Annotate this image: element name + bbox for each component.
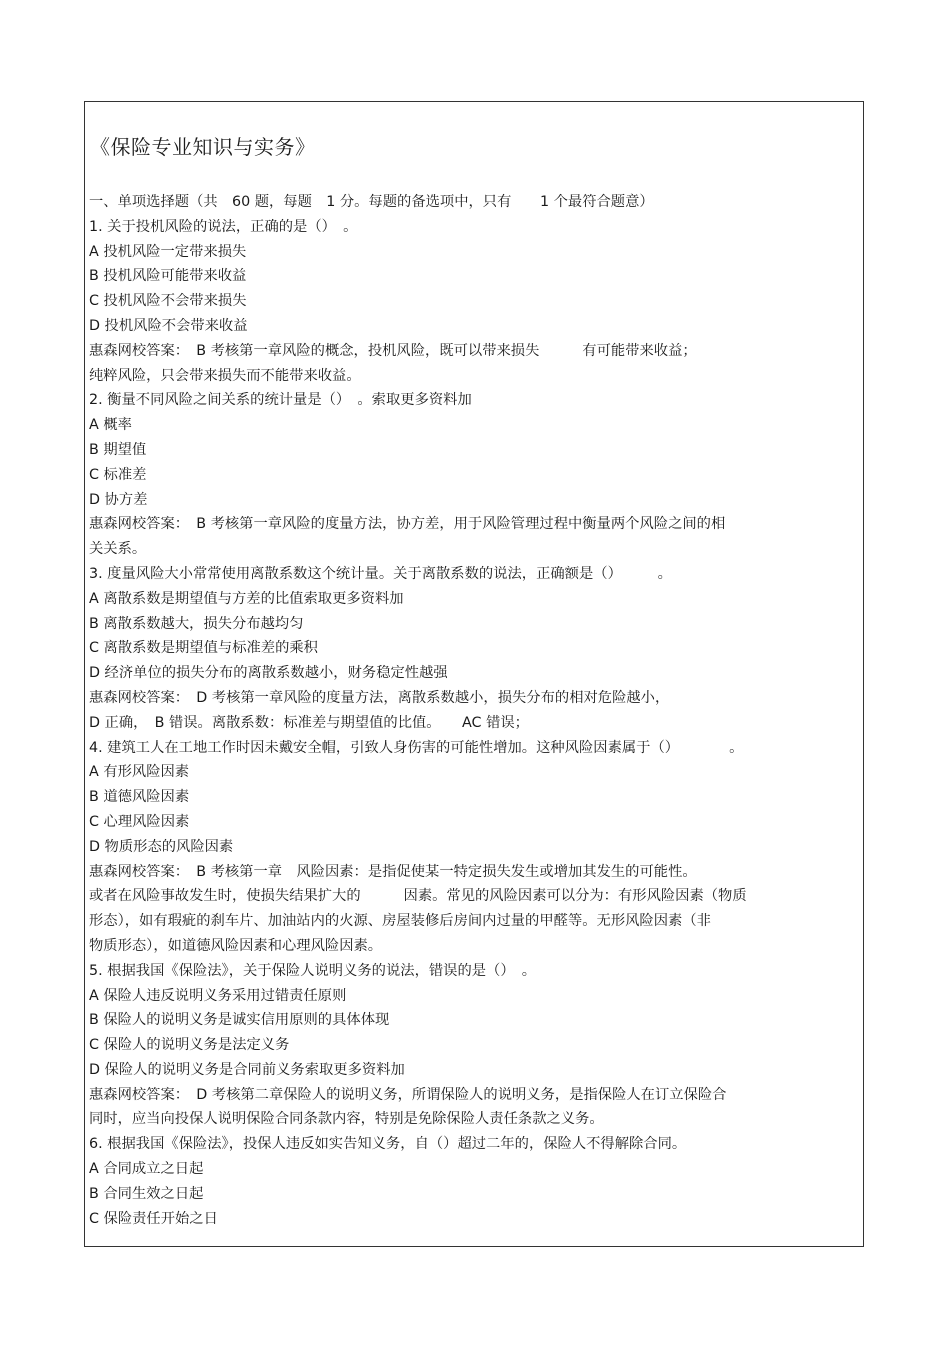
text-line: A 合同成立之日起 (89, 1161, 204, 1178)
text-line: C 投机风险不会带来损失 (89, 293, 247, 310)
text-line: 惠森网校答案： D 考核第二章保险人的说明义务，所谓保险人的说明义务，是指保险人在订立保险合 (89, 1086, 727, 1103)
text-line: D 正确， B 错误。离散系数：标准差与期望值的比值。 AC 错误； (89, 714, 529, 731)
text-line: 关关系。 (89, 541, 147, 558)
text-line: D 保险人的说明义务是合同前义务索取更多资料加 (89, 1061, 405, 1078)
text-line: B 道德风险因素 (89, 789, 190, 806)
text-line: 4. 建筑工人在工地工作时因未戴安全帽，引致人身伤害的可能性增加。这种风险因素属于（） 。 (89, 739, 744, 756)
text-line: 惠森网校答案： B 考核第一章 风险因素：是指促使某一特定损失发生或增加其发生的可能性。 (89, 863, 697, 880)
text-line: 2. 衡量不同风险之间关系的统计量是（） 。索取更多资料加 (89, 392, 472, 409)
text-line: 3. 度量风险大小常常使用离散系数这个统计量。关于离散系数的说法，正确额是（） 。 (89, 565, 672, 582)
text-line: 或者在风险事故发生时，使损失结果扩大的 因素。常见的风险因素可以分为：有形风险因素（物质 (89, 888, 747, 905)
text-line: C 保险人的说明义务是法定义务 (89, 1037, 290, 1054)
text-line: B 保险人的说明义务是诚实信用原则的具体体现 (89, 1012, 390, 1029)
text-line: C 标准差 (89, 466, 147, 483)
text-line: A 离散系数是期望值与方差的比值索取更多资料加 (89, 590, 404, 607)
text-line: D 投机风险不会带来收益 (89, 317, 248, 334)
document-body (89, 190, 824, 1231)
text-line: 惠森网校答案： B 考核第一章风险的概念，投机风险，既可以带来损失 有可能带来收益； (89, 342, 697, 359)
text-line: D 经济单位的损失分布的离散系数越小，财务稳定性越强 (89, 665, 448, 682)
text-line: B 合同生效之日起 (89, 1185, 204, 1202)
text-line: 5. 根据我国《保险法》，关于保险人说明义务的说法，错误的是（） 。 (89, 962, 537, 979)
document-title: 《保险专业知识与实务》 (90, 135, 316, 159)
text-line: 物质形态），如道德风险因素和心理风险因素。 (89, 937, 383, 954)
text-line: 6. 根据我国《保险法》，投保人违反如实告知义务，自（）超过二年的，保险人不得解除合同。 (89, 1136, 687, 1153)
text-line: B 投机风险可能带来收益 (89, 268, 247, 285)
text-line: D 物质形态的风险因素 (89, 838, 234, 855)
text-line: C 心理风险因素 (89, 813, 190, 830)
text-line: 1. 关于投机风险的说法，正确的是（） 。 (89, 218, 358, 235)
text-line: B 期望值 (89, 441, 147, 458)
text-line: 惠森网校答案： B 考核第一章风险的度量方法，协方差，用于风险管理过程中衡量两个风险之间的相 (89, 516, 726, 533)
text-line: 同时，应当向投保人说明保险合同条款内容，特别是免除保险人责任条款之义务。 (89, 1111, 604, 1128)
text-line: C 离散系数是期望值与标准差的乘积 (89, 640, 318, 657)
text-line: A 投机风险一定带来损失 (89, 243, 247, 260)
text-line: 纯粹风险，只会带来损失而不能带来收益。 (89, 367, 361, 384)
text-line: 惠森网校答案： D 考核第一章风险的度量方法，离散系数越小，损失分布的相对危险越小， (89, 689, 670, 706)
text-line: 形态），如有瑕疵的刹车片、加油站内的火源、房屋装修后房间内过量的甲醛等。无形风险因素（非 (89, 913, 711, 930)
text-line: A 保险人违反说明义务采用过错责任原则 (89, 987, 347, 1004)
text-line: A 有形风险因素 (89, 764, 190, 781)
text-line: C 保险责任开始之日 (89, 1210, 218, 1227)
text-line: B 离散系数越大，损失分布越均匀 (89, 615, 304, 632)
text-line: A 概率 (89, 417, 132, 434)
text-line: D 协方差 (89, 491, 148, 508)
text-line: 一、单项选择题（共 60 题，每题 1 分。每题的备选项中，只有 1 个最符合题意） (89, 194, 654, 210)
